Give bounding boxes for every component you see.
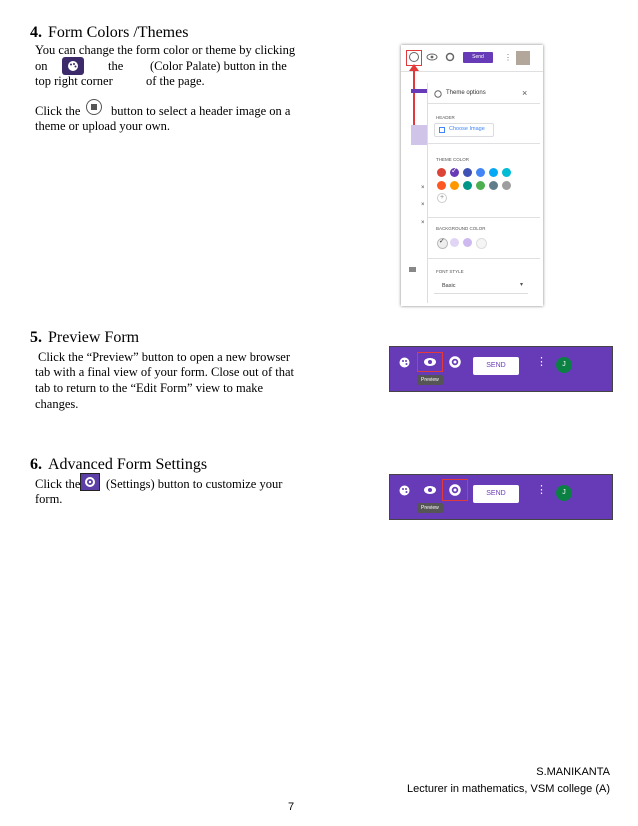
section5-heading <box>30 329 139 347</box>
bg-swatch-grey[interactable] <box>476 238 487 249</box>
divider <box>428 143 540 144</box>
palette-icon <box>434 90 442 98</box>
section4-text-line1: You can change the form color or theme by clicking <box>35 43 296 57</box>
section4-text-header-image: button to select a header image on a <box>111 104 291 118</box>
close-icon: × <box>421 185 425 191</box>
add-color-icon[interactable]: + <box>437 193 447 203</box>
color-swatch-purple-selected[interactable]: ✓ <box>451 166 458 175</box>
bg-swatch-medium[interactable] <box>463 238 472 247</box>
preview-toolbar-screenshot <box>389 346 613 392</box>
section4-text-click-the: Click the <box>35 104 81 118</box>
section6-number: 6. <box>30 456 42 473</box>
color-swatch-red[interactable] <box>437 168 446 177</box>
gear-icon[interactable] <box>448 355 462 369</box>
send-button[interactable]: Send <box>463 52 493 63</box>
author-name: S.MANIKANTA <box>536 766 610 778</box>
section5-text-line2: tab with a final view of your form. Close out of that <box>35 365 294 379</box>
section5-number: 5. <box>30 329 42 346</box>
send-button[interactable]: SEND <box>473 485 519 503</box>
font-style-label: FONT STYLE <box>436 269 464 274</box>
section5-title: Preview Form <box>48 329 140 346</box>
section4-text-the: the <box>108 59 124 73</box>
font-style-value: Basic <box>442 283 456 289</box>
header-label: HEADER <box>436 115 455 120</box>
avatar[interactable] <box>516 51 530 65</box>
page-number: 7 <box>288 801 295 813</box>
section5-text-line1: Click the “Preview” button to open a new browser <box>38 350 291 364</box>
color-swatch-orange[interactable] <box>450 181 459 190</box>
theme-color-label: THEME COLOR <box>436 157 470 162</box>
eye-icon[interactable] <box>423 485 437 495</box>
form-topbar <box>401 45 543 72</box>
arrow-head <box>409 64 419 71</box>
section6-title: Advanced Form Settings <box>48 456 208 473</box>
avatar[interactable]: J <box>556 357 572 373</box>
color-swatch-grey[interactable] <box>502 181 511 190</box>
background-color-label: BACKGROUND COLOR <box>436 226 486 231</box>
theme-panel-title: Theme options <box>446 90 486 96</box>
bg-swatch-light[interactable] <box>450 238 459 247</box>
palette-icon[interactable] <box>398 484 411 497</box>
section6-text-settings: (Settings) button to customize your <box>106 477 283 491</box>
eye-icon[interactable] <box>426 53 438 61</box>
section5-text-line3: tab to return to the “Edit Form” view to make <box>35 381 264 395</box>
close-icon: × <box>421 202 425 208</box>
gear-icon[interactable] <box>445 52 455 62</box>
author-role: Lecturer in mathematics, VSM college (A) <box>407 783 610 795</box>
section5-text-line4: changes. <box>35 397 79 411</box>
more-icon[interactable]: ⋮ <box>536 356 547 368</box>
section4-text-theme: theme or upload your own. <box>35 119 171 133</box>
choose-image-label: Choose Image <box>449 126 485 132</box>
more-icon[interactable]: ⋮ <box>536 484 547 496</box>
section4-text-of-page: of the page. <box>146 74 205 88</box>
color-swatch-bluegrey[interactable] <box>489 181 498 190</box>
preview-tooltip: Preview <box>417 375 443 385</box>
bg-swatch-selected[interactable]: ✓ <box>437 238 448 249</box>
section4-text-on: on <box>35 59 48 73</box>
palette-icon[interactable] <box>398 356 411 369</box>
preview-tooltip: Preview <box>417 503 443 513</box>
section6-text-click-the: Click the <box>35 477 81 491</box>
section4-number: 4. <box>30 24 42 41</box>
color-swatch-green[interactable] <box>476 181 485 190</box>
section4-title: Form Colors /Themes <box>48 24 189 41</box>
image-icon <box>86 99 102 115</box>
font-style-select[interactable] <box>434 279 528 294</box>
settings-toolbar-screenshot <box>389 474 613 520</box>
more-icon[interactable]: ⋮ <box>504 53 512 62</box>
theme-panel <box>427 83 540 303</box>
section4-text-top-right: top right corner <box>35 74 113 88</box>
section6-heading <box>30 456 207 474</box>
color-swatch-deeporange[interactable] <box>437 181 446 190</box>
divider <box>428 217 540 218</box>
color-swatch-cyan[interactable] <box>502 168 511 177</box>
form-accent-strip <box>411 89 427 93</box>
highlight-box <box>417 352 443 372</box>
color-swatch-blue[interactable] <box>476 168 485 177</box>
color-swatch-lightblue[interactable] <box>489 168 498 177</box>
image-icon <box>439 127 445 133</box>
close-icon: × <box>421 220 425 226</box>
divider <box>428 258 540 259</box>
color-swatch-indigo[interactable] <box>463 168 472 177</box>
gear-icon <box>80 473 100 491</box>
section4-text-color-palate: (Color Palate) button in the <box>150 59 287 73</box>
choose-image-button[interactable] <box>434 123 494 137</box>
palette-icon <box>62 57 84 75</box>
highlight-box <box>442 479 468 501</box>
theme-options-screenshot <box>401 45 543 306</box>
divider <box>428 103 540 104</box>
chevron-down-icon: ▾ <box>520 281 524 288</box>
send-button[interactable]: SEND <box>473 357 519 375</box>
color-swatch-teal[interactable] <box>463 181 472 190</box>
section6-text-form: form. <box>35 492 63 506</box>
form-accent-block <box>411 125 427 145</box>
label-icon <box>409 267 416 272</box>
section4-heading <box>30 24 188 42</box>
avatar[interactable]: J <box>556 485 572 501</box>
close-icon[interactable]: × <box>522 88 528 98</box>
